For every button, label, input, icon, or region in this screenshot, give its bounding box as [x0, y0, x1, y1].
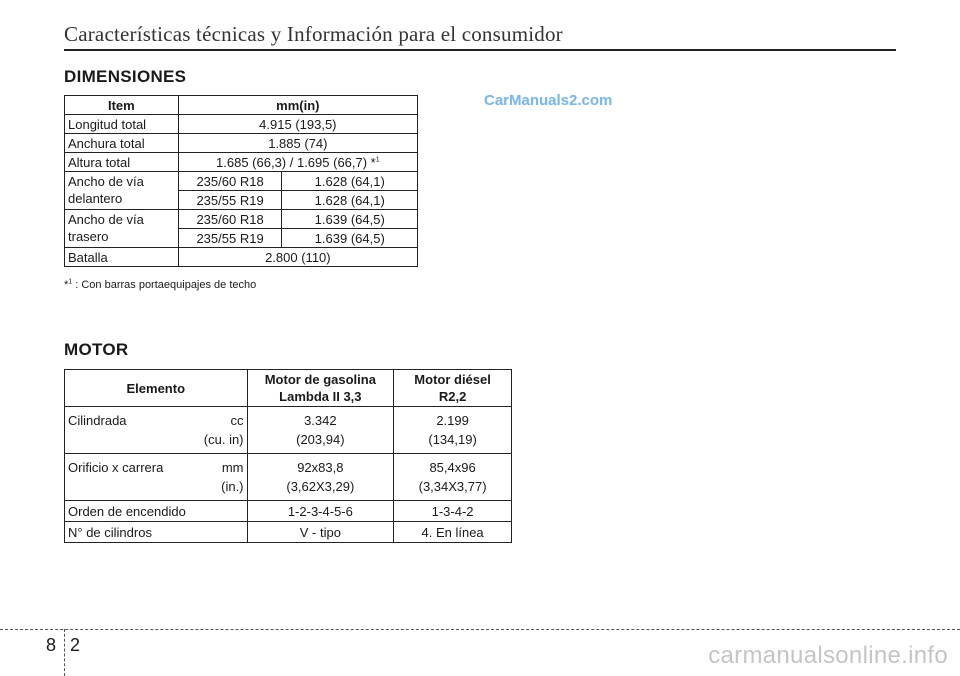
header-line: Motor diésel: [414, 372, 491, 387]
footnote-text: : Con barras portaequipajes de techo: [72, 279, 257, 291]
diesel-value: 1-3-4-2: [394, 501, 512, 522]
value-line: (134,19): [428, 432, 477, 447]
col-header-element: Elemento: [65, 370, 248, 407]
table-header-row: [65, 96, 418, 115]
height-value-text: 1.685 (66,3) / 1.695 (66,7) *: [216, 154, 376, 170]
label-line: Ancho de vía: [68, 174, 144, 189]
tire-size: 235/60 R18: [178, 172, 282, 191]
footer-rule: [0, 629, 960, 630]
value-line: 3.342: [304, 413, 337, 428]
header-rule: [64, 49, 896, 51]
footer-divider: [64, 629, 65, 676]
table-row: [65, 248, 418, 267]
label-line: trasero: [68, 229, 109, 244]
row-label: [65, 407, 248, 454]
header-line: Motor de gasolina: [264, 372, 376, 387]
label-text: Cilindrada: [68, 413, 127, 428]
value-line: 85,4x96: [429, 460, 476, 475]
row-label: Longitud total: [65, 115, 179, 134]
tire-size: 235/60 R18: [178, 210, 282, 229]
footnote-mark: *: [64, 279, 69, 291]
row-label: Altura total: [65, 153, 179, 172]
row-label: [65, 172, 179, 210]
row-value: 2.800 (110): [178, 248, 417, 267]
table-header-row: [65, 370, 512, 407]
unit-text: mm: [221, 460, 244, 475]
label-text: Orificio x carrera: [68, 460, 164, 475]
page-number: 2: [70, 635, 81, 655]
table-row: [65, 407, 512, 454]
diesel-value: [394, 407, 512, 454]
row-value: [178, 153, 417, 172]
diesel-value: [394, 454, 512, 501]
label-line: delantero: [68, 191, 123, 206]
col-header-diesel: [394, 370, 512, 407]
value-line: (203,94): [296, 432, 345, 447]
row-label: Anchura total: [65, 134, 179, 153]
diesel-value: 4. En línea: [394, 522, 512, 543]
table-row: [65, 172, 418, 191]
unit-text: (cu. in): [203, 432, 244, 447]
value-line: 92x83,8: [297, 460, 344, 475]
gasoline-value: [247, 454, 394, 501]
table-row: [65, 115, 418, 134]
dimensions-table: [64, 95, 418, 267]
watermark-top: CarManuals2.com: [484, 92, 613, 109]
row-label: N° de cilindros: [65, 522, 248, 543]
col-header-mm-in: mm(in): [178, 96, 417, 115]
row-value: 1.628 (64,1): [282, 191, 418, 210]
header-line: Lambda II 3,3: [279, 389, 362, 404]
dimensions-heading: DIMENSIONES: [64, 67, 187, 86]
unit-text: (in.): [221, 479, 244, 494]
gasoline-value: V - tipo: [247, 522, 394, 543]
col-header-gasoline: [247, 370, 394, 407]
gasoline-value: 1-2-3-4-5-6: [247, 501, 394, 522]
footnote-superscript: 1: [375, 156, 380, 164]
value-line: (3,62X3,29): [286, 479, 355, 494]
row-value: 4.915 (193,5): [178, 115, 417, 134]
table-row: [65, 210, 418, 229]
row-value: 1.639 (64,5): [282, 210, 418, 229]
row-value: 1.628 (64,1): [282, 172, 418, 191]
table-row: [65, 153, 418, 172]
table-row: [65, 134, 418, 153]
header-line: R2,2: [438, 389, 467, 404]
engine-table: [64, 369, 512, 543]
row-label: Batalla: [65, 248, 179, 267]
table-row: [65, 501, 512, 522]
row-label: Orden de encendido: [65, 501, 248, 522]
header-title: Características técnicas y Información para el consumidor: [64, 22, 563, 46]
value-line: (3,34X3,77): [418, 479, 487, 494]
label-line: Ancho de vía: [68, 212, 144, 227]
tire-size: 235/55 R19: [178, 191, 282, 210]
row-value: 1.885 (74): [178, 134, 417, 153]
row-label: [65, 454, 248, 501]
tire-size: 235/55 R19: [178, 229, 282, 248]
watermark-bottom: carmanualsonline.info: [708, 642, 948, 669]
col-header-item: Item: [65, 96, 179, 115]
engine-heading: MOTOR: [64, 340, 129, 359]
dimensions-footnote: [64, 279, 256, 291]
row-value: 1.639 (64,5): [282, 229, 418, 248]
section-number: 8: [46, 635, 57, 655]
value-line: 2.199: [436, 413, 469, 428]
footnote-superscript: 1: [68, 278, 73, 286]
gasoline-value: [247, 407, 394, 454]
row-label: [65, 210, 179, 248]
table-row: [65, 522, 512, 543]
table-row: [65, 454, 512, 501]
unit-text: cc: [230, 413, 244, 428]
